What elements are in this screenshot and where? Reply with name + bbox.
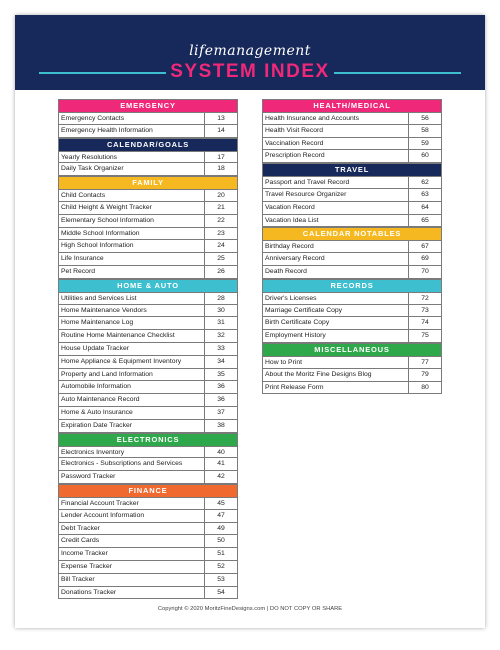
index-row — [58, 356, 238, 369]
index-entry-label: Pet Record — [61, 267, 96, 275]
index-row — [262, 112, 442, 125]
index-row — [262, 176, 442, 189]
index-entry-label: Home Maintenance Log — [61, 319, 134, 327]
page-header — [15, 15, 485, 90]
index-entry-page: 63 — [408, 189, 441, 201]
index-row — [58, 240, 238, 253]
index-row — [58, 574, 238, 587]
index-row — [262, 382, 442, 395]
index-row — [58, 151, 238, 164]
index-entry-label: Daily Task Organizer — [61, 165, 124, 173]
index-entry-page: 69 — [408, 253, 441, 265]
index-entry-page: 56 — [408, 113, 441, 124]
index-entry-page: 47 — [204, 510, 237, 522]
index-entry-label: Marriage Certificate Copy — [265, 306, 343, 314]
index-row — [58, 510, 238, 523]
index-entry-page: 54 — [204, 587, 237, 599]
index-entry-page: 13 — [204, 113, 237, 124]
index-entry-label: Child Contacts — [61, 192, 106, 200]
index-entry-label: Life Insurance — [61, 255, 104, 263]
index-entry-label: Middle School Information — [61, 229, 140, 237]
index-row — [262, 138, 442, 151]
index-entry-page: 38 — [204, 420, 237, 432]
section-header: RECORDS — [262, 279, 442, 292]
index-section — [58, 176, 238, 279]
index-entry-label: Vaccination Record — [265, 139, 324, 147]
index-entry-page: 17 — [204, 152, 237, 163]
index-entry-page: 45 — [204, 498, 237, 509]
index-entry-page: 18 — [204, 163, 237, 175]
index-entry-page: 14 — [204, 125, 237, 137]
index-entry-label: How to Print — [265, 358, 303, 366]
index-entry-page: 40 — [204, 447, 237, 458]
index-row — [58, 343, 238, 356]
index-entry-label: Child Height & Weight Tracker — [61, 203, 152, 211]
index-entry-label: Income Tracker — [61, 550, 108, 558]
index-entry-page: 52 — [204, 561, 237, 573]
index-row — [58, 420, 238, 433]
index-entry-page: 59 — [408, 138, 441, 150]
index-row — [58, 125, 238, 138]
section-header: CALENDAR NOTABLES — [262, 227, 442, 240]
index-entry-label: Passport and Travel Record — [265, 179, 350, 187]
index-entry-page: 70 — [408, 266, 441, 278]
index-row — [262, 150, 442, 163]
index-entry-label: Password Tracker — [61, 473, 116, 481]
left-column — [58, 99, 238, 599]
index-row — [58, 381, 238, 394]
index-entry-label: Financial Account Tracker — [61, 499, 139, 507]
index-row — [58, 471, 238, 484]
index-entry-label: Home & Auto Insurance — [61, 408, 133, 416]
index-row — [262, 292, 442, 305]
page-title: SYSTEM INDEX — [170, 61, 330, 82]
index-entry-page: 42 — [204, 471, 237, 483]
index-entry-label: Elementary School Information — [61, 216, 154, 224]
index-section — [58, 138, 238, 177]
section-header: CALENDAR/GOALS — [58, 138, 238, 151]
index-entry-page: 36 — [204, 381, 237, 393]
index-section — [58, 279, 238, 433]
index-row — [58, 202, 238, 215]
index-entry-label: Death Record — [265, 267, 307, 275]
index-entry-page: 64 — [408, 202, 441, 214]
section-header: MISCELLANEOUS — [262, 343, 442, 356]
index-entry-page: 20 — [204, 190, 237, 201]
index-entry-label: Anniversary Record — [265, 255, 325, 263]
section-header: TRAVEL — [262, 163, 442, 176]
index-entry-label: Home Maintenance Vendors — [61, 306, 147, 314]
section-header: HEALTH/MEDICAL — [262, 99, 442, 112]
index-row — [58, 587, 238, 600]
script-title: lifemanagement — [189, 43, 311, 59]
index-entry-page: 31 — [204, 317, 237, 329]
index-entry-page: 80 — [408, 382, 441, 394]
index-entry-page: 75 — [408, 330, 441, 342]
index-row — [58, 458, 238, 471]
index-entry-label: Expiration Date Tracker — [61, 421, 133, 429]
index-entry-label: Electronics Inventory — [61, 448, 125, 456]
index-entry-label: Prescription Record — [265, 152, 325, 160]
index-row — [58, 369, 238, 382]
index-entry-label: Utilities and Services List — [61, 294, 137, 302]
index-row — [58, 189, 238, 202]
index-entry-page: 49 — [204, 523, 237, 535]
index-section — [262, 99, 442, 163]
index-entry-label: Auto Maintenance Record — [61, 396, 140, 404]
index-entry-label: About the Moritz Fine Designs Blog — [265, 370, 372, 378]
index-section — [262, 343, 442, 394]
index-entry-page: 26 — [204, 266, 237, 278]
index-entry-label: Automobile Information — [61, 383, 131, 391]
index-entry-page: 53 — [204, 574, 237, 586]
index-row — [58, 497, 238, 510]
index-entry-label: Vacation Record — [265, 203, 315, 211]
index-entry-label: Yearly Resolutions — [61, 153, 118, 161]
index-row — [58, 330, 238, 343]
index-entry-label: Travel Resource Organizer — [265, 190, 347, 198]
index-entry-label: Emergency Health Information — [61, 126, 153, 134]
index-entry-label: High School Information — [61, 242, 134, 250]
index-entry-label: Routine Home Maintenance Checklist — [61, 332, 175, 340]
index-entry-label: Employment History — [265, 332, 326, 340]
index-row — [262, 317, 442, 330]
index-row — [58, 561, 238, 574]
index-entry-label: Bill Tracker — [61, 575, 95, 583]
index-entry-label: Health Visit Record — [265, 126, 324, 134]
index-entry-label: Home Appliance & Equipment Inventory — [61, 357, 182, 365]
index-entry-label: Birth Certificate Copy — [265, 319, 330, 327]
index-row — [262, 125, 442, 138]
index-row — [58, 317, 238, 330]
index-entry-page: 21 — [204, 202, 237, 214]
index-row — [58, 305, 238, 318]
index-section — [58, 433, 238, 484]
index-entry-page: 36 — [204, 394, 237, 406]
index-entry-page: 35 — [204, 369, 237, 381]
right-column — [262, 99, 442, 394]
index-entry-label: Electronics - Subscriptions and Services — [61, 460, 183, 468]
index-row — [58, 446, 238, 459]
index-entry-label: Birthday Record — [265, 243, 314, 251]
index-row — [262, 253, 442, 266]
index-entry-label: Expense Tracker — [61, 562, 112, 570]
index-entry-page: 22 — [204, 215, 237, 227]
index-entry-page: 65 — [408, 215, 441, 227]
index-row — [58, 407, 238, 420]
index-entry-page: 37 — [204, 407, 237, 419]
index-row — [58, 215, 238, 228]
index-entry-page: 28 — [204, 293, 237, 304]
index-entry-page: 74 — [408, 317, 441, 329]
index-entry-page: 60 — [408, 150, 441, 162]
index-entry-label: Credit Cards — [61, 537, 100, 545]
index-section — [262, 163, 442, 227]
index-entry-page: 41 — [204, 458, 237, 470]
index-entry-page: 32 — [204, 330, 237, 342]
index-entry-page: 51 — [204, 548, 237, 560]
index-entry-label: Print Release Form — [265, 383, 324, 391]
index-entry-label: Health Insurance and Accounts — [265, 115, 360, 122]
index-row — [58, 266, 238, 279]
index-row — [58, 228, 238, 241]
index-row — [58, 112, 238, 125]
index-entry-label: Donations Tracker — [61, 588, 117, 596]
index-entry-label: Driver's Licenses — [265, 294, 317, 302]
index-entry-page: 23 — [204, 228, 237, 240]
index-row — [262, 305, 442, 318]
index-entry-page: 33 — [204, 343, 237, 355]
index-row — [262, 356, 442, 369]
index-section — [262, 227, 442, 278]
index-entry-page: 72 — [408, 293, 441, 304]
index-row — [262, 189, 442, 202]
index-row — [58, 548, 238, 561]
index-row — [262, 330, 442, 343]
index-entry-label: Property and Land Information — [61, 370, 153, 378]
index-section — [262, 279, 442, 343]
index-entry-page: 79 — [408, 369, 441, 381]
index-row — [262, 266, 442, 279]
index-row — [58, 292, 238, 305]
index-row — [58, 394, 238, 407]
section-header: HOME & AUTO — [58, 279, 238, 292]
index-entry-label: Vacation Idea List — [265, 216, 319, 224]
index-entry-label: Lender Account Information — [61, 511, 145, 519]
index-entry-label: Debt Tracker — [61, 524, 100, 532]
index-entry-page: 24 — [204, 240, 237, 252]
section-header: ELECTRONICS — [58, 433, 238, 446]
section-header: FAMILY — [58, 176, 238, 189]
index-row — [262, 202, 442, 215]
index-entry-page: 30 — [204, 305, 237, 317]
index-row — [262, 240, 442, 253]
section-header: FINANCE — [58, 484, 238, 497]
section-header: EMERGENCY — [58, 99, 238, 112]
index-row — [262, 369, 442, 382]
index-entry-page: 73 — [408, 305, 441, 317]
index-row — [58, 535, 238, 548]
index-row — [58, 163, 238, 176]
index-row — [58, 253, 238, 266]
index-entry-page: 58 — [408, 125, 441, 137]
index-row — [262, 215, 442, 228]
index-section — [58, 484, 238, 599]
index-entry-page: 77 — [408, 357, 441, 368]
index-section — [58, 99, 238, 138]
index-entry-page: 50 — [204, 535, 237, 547]
index-entry-page: 34 — [204, 356, 237, 368]
index-entry-label: House Update Tracker — [61, 344, 130, 352]
index-entry-label: Emergency Contacts — [61, 115, 125, 122]
copyright-footer: Copyright © 2020 MoritzFineDesigns.com | DO NOT COPY OR SHARE — [157, 606, 343, 612]
index-page — [15, 15, 485, 628]
index-entry-page: 62 — [408, 177, 441, 188]
index-row — [58, 523, 238, 536]
index-entry-page: 25 — [204, 253, 237, 265]
index-entry-page: 67 — [408, 241, 441, 252]
